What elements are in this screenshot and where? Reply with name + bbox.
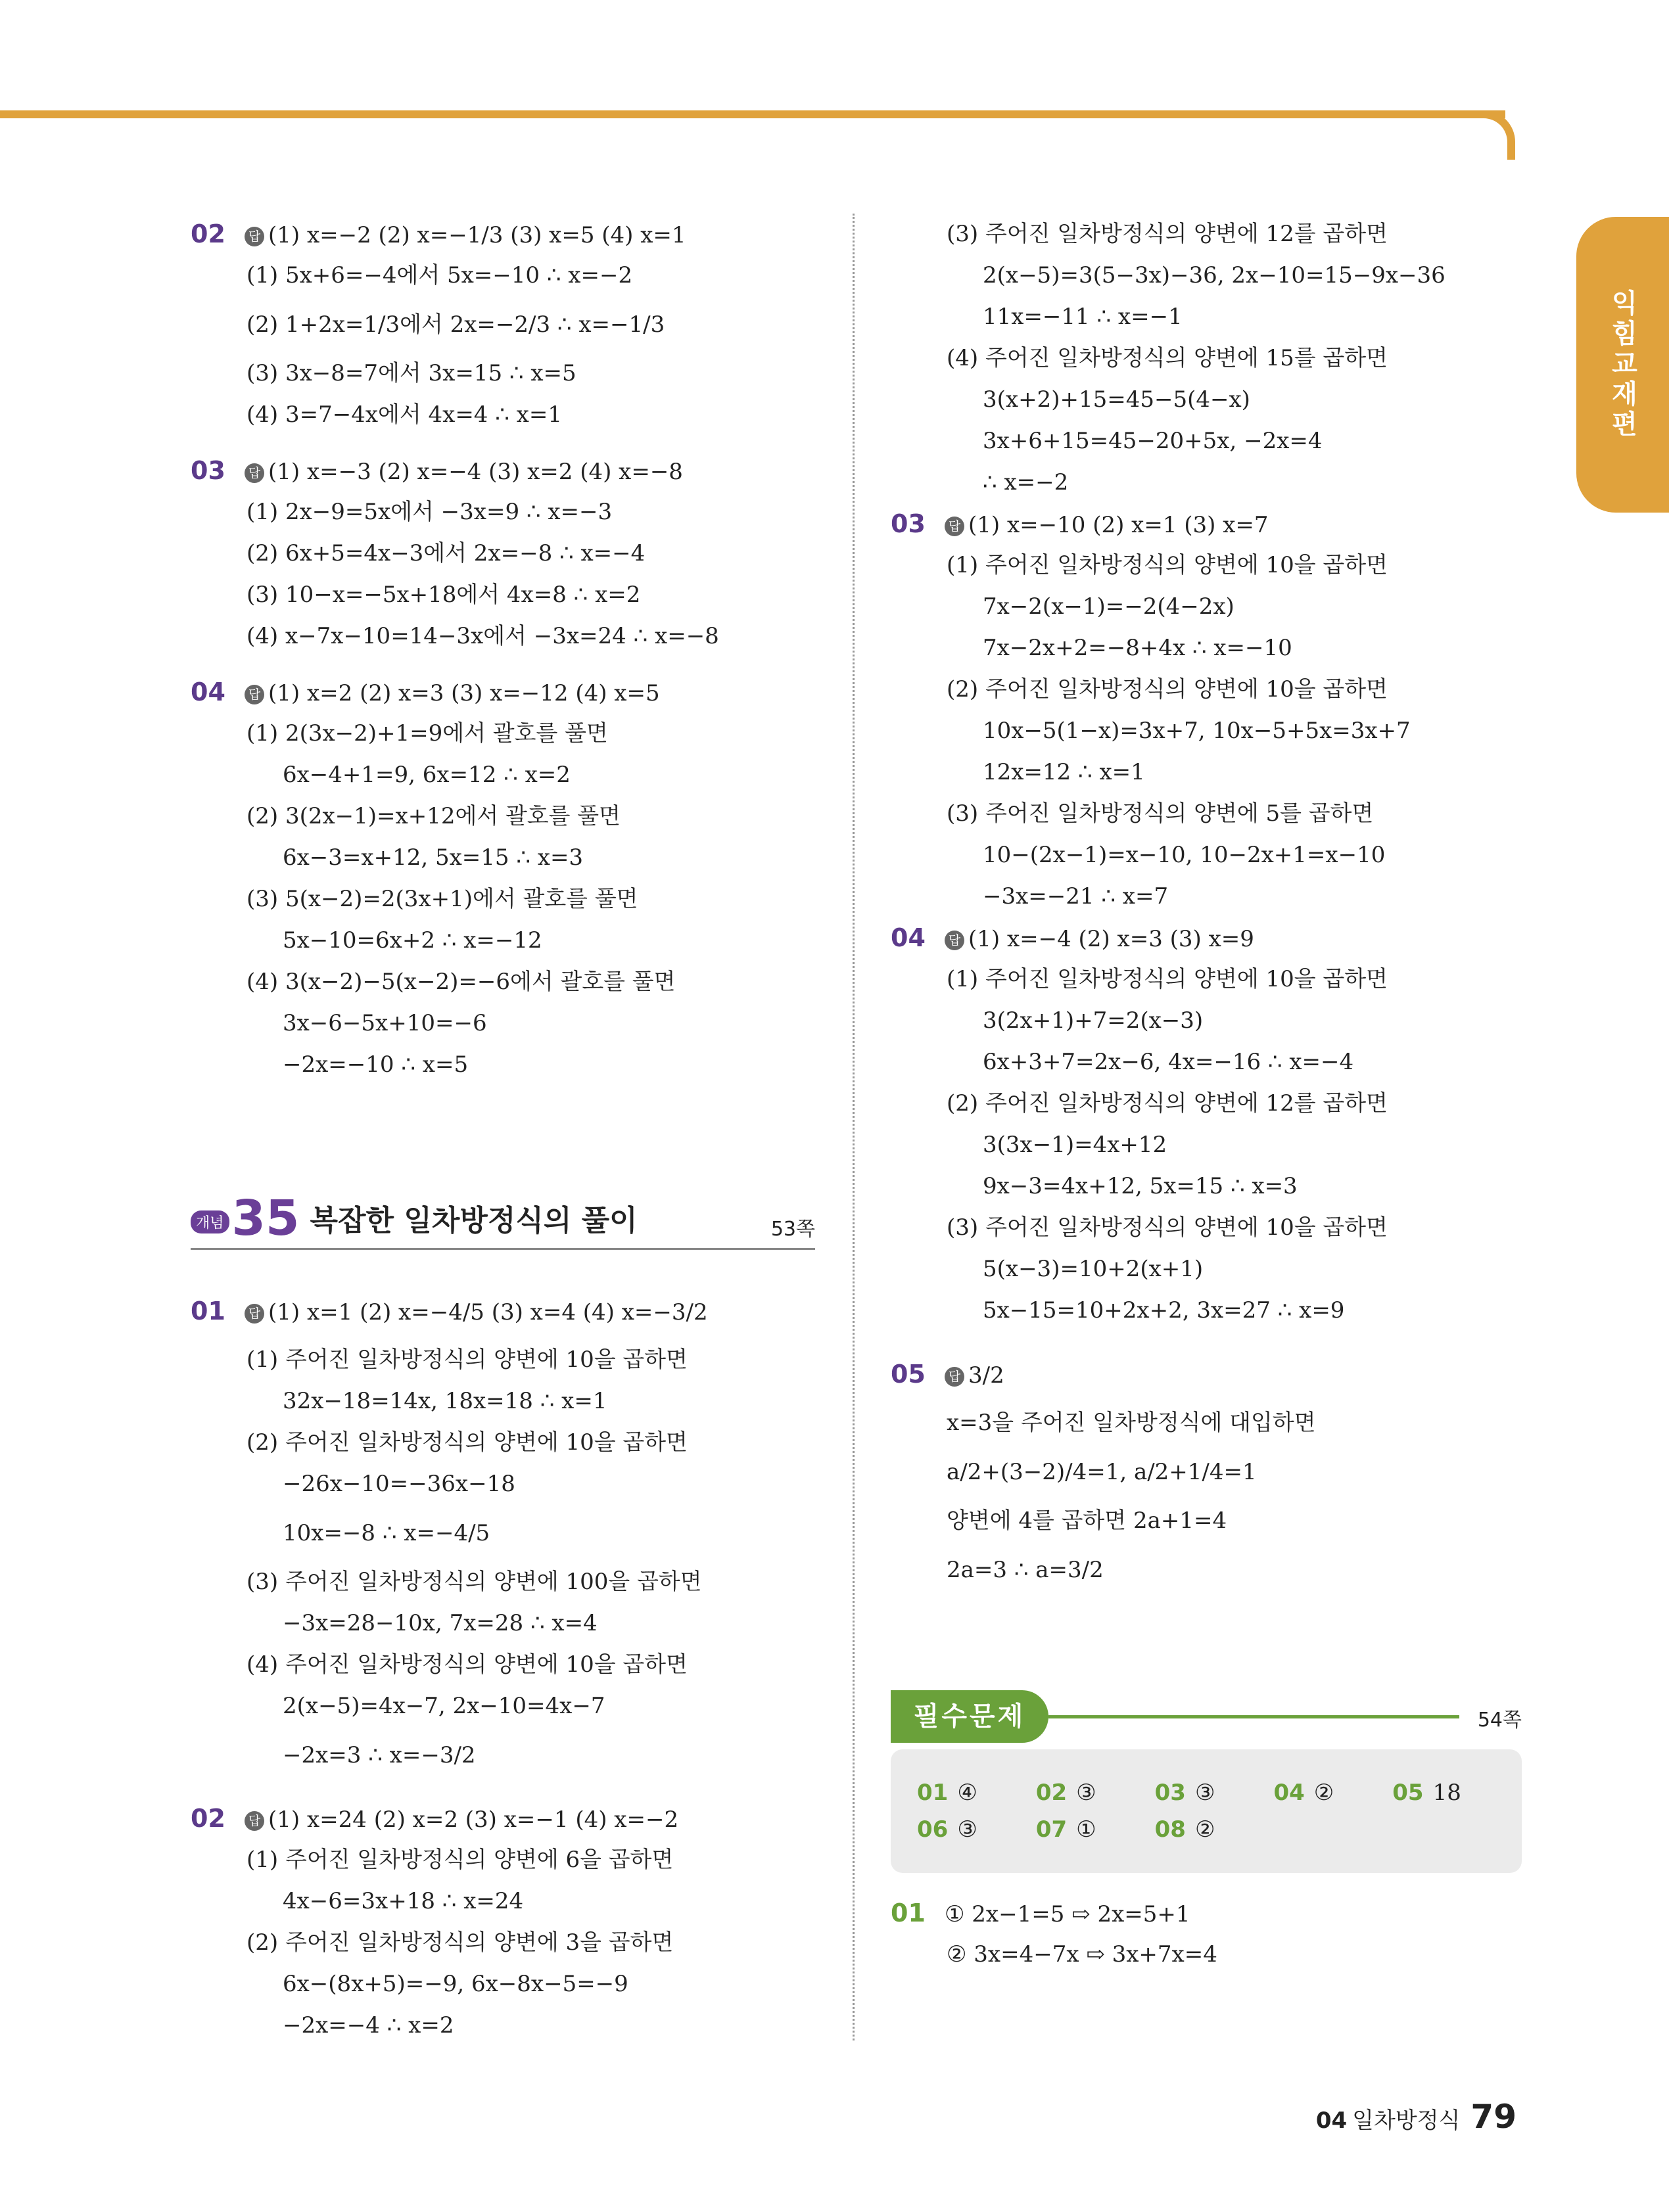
solution-line: 6x−4+1=9, 6x=12 ∴ x=2 <box>283 762 571 788</box>
top-accent-bar <box>0 110 1505 118</box>
page-number: 79 <box>1470 2098 1516 2136</box>
problem-02b <box>191 1798 822 2046</box>
problem-04 <box>191 672 822 1086</box>
solution-line: 10x−5(1−x)=3x+7, 10x−5+5x=3x+7 <box>983 718 1411 744</box>
problem-number: 03 <box>191 456 225 485</box>
solution-line: (1) 주어진 일차방정식의 양변에 10을 곱하면 <box>947 966 1388 992</box>
page-footer <box>1316 2098 1516 2136</box>
chapter-title: 일차방정식 <box>1352 2108 1461 2134</box>
problem-01b <box>891 1893 1522 1975</box>
answer-badge: 답 <box>945 517 964 536</box>
solution-line: 7x−2x+2=−8+4x ∴ x=−10 <box>983 635 1292 661</box>
answer-line: 3/2 <box>968 1362 1004 1389</box>
solution-line: −3x=−21 ∴ x=7 <box>983 883 1169 910</box>
solution-line: (1) 2(3x−2)+1=9에서 괄호를 풀면 <box>247 720 608 747</box>
solution-line: x=3을 주어진 일차방정식에 대입하면 <box>947 1410 1316 1436</box>
solution-line: −2x=−4 ∴ x=2 <box>283 2012 454 2039</box>
answer-badge: 답 <box>245 1304 264 1324</box>
solution-line: 2(x−5)=3(5−3x)−36, 2x−10=15−9x−36 <box>983 262 1446 288</box>
problem-02 <box>191 214 822 436</box>
concept-header <box>191 1184 815 1250</box>
answer-line: (1) x=−10 (2) x=1 (3) x=7 <box>968 512 1269 538</box>
answer-key-item: 02 ③ <box>1035 1780 1096 1806</box>
solution-line: 11x=−11 ∴ x=−1 <box>983 304 1183 330</box>
solution-line: 12x=12 ∴ x=1 <box>983 759 1145 785</box>
solution-line: −26x−10=−36x−18 <box>283 1471 515 1497</box>
problem-02-continued <box>891 214 1522 503</box>
solution-line: 7x−2(x−1)=−2(4−2x) <box>983 593 1234 620</box>
solution-line: (2) 3(2x−1)=x+12에서 괄호를 풀면 <box>247 803 621 829</box>
answer-key-item: 07 ① <box>1035 1816 1096 1843</box>
solution-line: (4) 3(x−2)−5(x−2)=−6에서 괄호를 풀면 <box>247 969 676 995</box>
side-tab: 익힘교재편 <box>1576 217 1669 513</box>
solution-line: 9x−3=4x+12, 5x=15 ∴ x=3 <box>983 1173 1298 1199</box>
answer-badge: 답 <box>245 227 264 246</box>
solution-line: 2a=3 ∴ a=3/2 <box>947 1557 1104 1583</box>
concept-page-ref: 53쪽 <box>770 1218 815 1241</box>
solution-line: 6x−(8x+5)=−9, 6x−8x−5=−9 <box>283 1971 628 1997</box>
solution-line: ∴ x=−2 <box>983 469 1069 495</box>
solution-line: −2x=3 ∴ x=−3/2 <box>283 1742 476 1768</box>
solution-line: (4) 3=7−4x에서 4x=4 ∴ x=1 <box>247 402 562 428</box>
right-column <box>891 214 1522 1975</box>
answer-badge: 답 <box>245 1811 264 1831</box>
solution-line: (1) 5x+6=−4에서 5x=−10 ∴ x=−2 <box>247 262 633 288</box>
solution-line: (3) 주어진 일차방정식의 양변에 12를 곱하면 <box>947 221 1388 247</box>
answer-key-item: 05 18 <box>1392 1780 1461 1806</box>
solution-line: a/2+(3−2)/4=1, a/2+1/4=1 <box>947 1459 1257 1485</box>
must-problems-page-ref: 54쪽 <box>1477 1709 1522 1732</box>
answer-badge: 답 <box>245 685 264 704</box>
left-column <box>191 214 822 2046</box>
concept-number: 35 <box>231 1190 300 1247</box>
solution-line: (1) 주어진 일차방정식의 양변에 10을 곱하면 <box>247 1347 688 1373</box>
answer-key-box <box>891 1749 1522 1873</box>
chapter-number: 04 <box>1315 2108 1348 2134</box>
solution-line: (3) 5(x−2)=2(3x+1)에서 괄호를 풀면 <box>247 886 638 912</box>
solution-line: 5x−15=10+2x+2, 3x=27 ∴ x=9 <box>983 1297 1345 1324</box>
problem-number: 04 <box>891 923 926 952</box>
answer-line: (1) x=−2 (2) x=−1/3 (3) x=5 (4) x=1 <box>268 222 686 248</box>
problem-03b <box>891 503 1522 917</box>
solution-line: 3(x+2)+15=45−5(4−x) <box>983 386 1250 413</box>
answer-key-item: 06 ③ <box>917 1816 977 1843</box>
solution-line: 3x+6+15=45−20+5x, −2x=4 <box>983 428 1323 454</box>
answer-key-item: 08 ② <box>1154 1816 1215 1843</box>
solution-line: (2) 주어진 일차방정식의 양변에 10을 곱하면 <box>947 676 1388 703</box>
solution-line: (1) 주어진 일차방정식의 양변에 10을 곱하면 <box>947 552 1388 578</box>
solution-line: −3x=28−10x, 7x=28 ∴ x=4 <box>283 1610 598 1636</box>
solution-line: 10−(2x−1)=x−10, 10−2x+1=x−10 <box>983 842 1386 868</box>
solution-line: (3) 10−x=−5x+18에서 4x=8 ∴ x=2 <box>247 582 641 608</box>
problem-number: 03 <box>891 509 926 538</box>
solution-line: (4) x−7x−10=14−3x에서 −3x=24 ∴ x=−8 <box>247 623 719 649</box>
solution-line: (2) 주어진 일차방정식의 양변에 12를 곱하면 <box>947 1090 1388 1117</box>
solution-line: 3x−6−5x+10=−6 <box>283 1010 487 1036</box>
problem-number: 01 <box>191 1297 225 1325</box>
solution-line: 5x−10=6x+2 ∴ x=−12 <box>283 927 542 954</box>
answer-key-row <box>917 1811 1495 1848</box>
solution-line: 3(3x−1)=4x+12 <box>983 1132 1167 1158</box>
problem-number: 02 <box>191 1804 225 1833</box>
must-problems-header <box>891 1690 1522 1743</box>
solution-line: 32x−18=14x, 18x=18 ∴ x=1 <box>283 1388 607 1414</box>
must-problems-rule <box>1048 1715 1459 1718</box>
problem-number: 04 <box>191 678 225 706</box>
solution-line: (2) 1+2x=1/3에서 2x=−2/3 ∴ x=−1/3 <box>247 311 665 338</box>
solution-line: (4) 주어진 일차방정식의 양변에 15를 곱하면 <box>947 345 1388 371</box>
problem-number: 02 <box>191 219 225 248</box>
problem-number: 05 <box>891 1360 926 1389</box>
answer-line: (1) x=−3 (2) x=−4 (3) x=2 (4) x=−8 <box>268 459 683 485</box>
problem-05 <box>891 1346 1522 1598</box>
answer-badge: 답 <box>245 463 264 483</box>
problem-03 <box>191 450 822 657</box>
solution-line: (3) 주어진 일차방정식의 양변에 10을 곱하면 <box>947 1214 1388 1241</box>
solution-line: 5(x−3)=10+2(x+1) <box>983 1256 1204 1282</box>
answer-badge: 답 <box>945 931 964 950</box>
concept-tag: 개념 <box>191 1210 229 1233</box>
solution-line: 6x−3=x+12, 5x=15 ∴ x=3 <box>283 844 584 871</box>
answer-line: (1) x=−4 (2) x=3 (3) x=9 <box>968 926 1254 952</box>
solution-line: ① 2x−1=5 ⇨ 2x=5+1 <box>945 1901 1190 1927</box>
top-accent-curve <box>1459 110 1515 160</box>
answer-line: (1) x=2 (2) x=3 (3) x=−12 (4) x=5 <box>268 680 660 706</box>
answer-key-row <box>917 1774 1495 1811</box>
solution-line: ② 3x=4−7x ⇨ 3x+7x=4 <box>947 1941 1217 1968</box>
answer-line: (1) x=24 (2) x=2 (3) x=−1 (4) x=−2 <box>268 1807 679 1833</box>
solution-line: 6x+3+7=2x−6, 4x=−16 ∴ x=−4 <box>983 1049 1354 1075</box>
solution-line: (2) 주어진 일차방정식의 양변에 3을 곱하면 <box>247 1929 674 1956</box>
solution-line: (1) 2x−9=5x에서 −3x=9 ∴ x=−3 <box>247 499 613 525</box>
solution-line: (3) 주어진 일차방정식의 양변에 100을 곱하면 <box>247 1569 702 1595</box>
answer-key-item: 04 ② <box>1273 1780 1334 1806</box>
solution-line: (2) 6x+5=4x−3에서 2x=−8 ∴ x=−4 <box>247 540 646 566</box>
solution-line: 양변에 4를 곱하면 2a+1=4 <box>947 1508 1227 1534</box>
solution-line: (3) 주어진 일차방정식의 양변에 5를 곱하면 <box>947 800 1374 827</box>
solution-line: (4) 주어진 일차방정식의 양변에 10을 곱하면 <box>247 1651 688 1678</box>
concept-title: 복잡한 일차방정식의 풀이 <box>310 1204 638 1237</box>
problem-number: 01 <box>891 1899 926 1927</box>
solution-line: 4x−6=3x+18 ∴ x=24 <box>283 1888 524 1914</box>
problem-04b <box>891 917 1522 1331</box>
must-problems-label: 필수문제 <box>891 1690 1048 1743</box>
solution-line: 3(2x+1)+7=2(x−3) <box>983 1007 1204 1034</box>
solution-line: 10x=−8 ∴ x=−4/5 <box>283 1520 490 1546</box>
problem-01 <box>191 1283 822 1784</box>
solution-line: (3) 3x−8=7에서 3x=15 ∴ x=5 <box>247 360 576 386</box>
solution-line: 2(x−5)=4x−7, 2x−10=4x−7 <box>283 1693 605 1719</box>
answer-line: (1) x=1 (2) x=−4/5 (3) x=4 (4) x=−3/2 <box>268 1299 708 1325</box>
solution-line: (1) 주어진 일차방정식의 양변에 6을 곱하면 <box>247 1847 674 1873</box>
solution-line: (2) 주어진 일차방정식의 양변에 10을 곱하면 <box>247 1429 688 1456</box>
column-divider <box>853 214 855 2040</box>
answer-badge: 답 <box>945 1367 964 1387</box>
answer-key-item: 01 ④ <box>917 1780 977 1806</box>
answer-key-item: 03 ③ <box>1154 1780 1215 1806</box>
solution-line: −2x=−10 ∴ x=5 <box>283 1051 469 1078</box>
